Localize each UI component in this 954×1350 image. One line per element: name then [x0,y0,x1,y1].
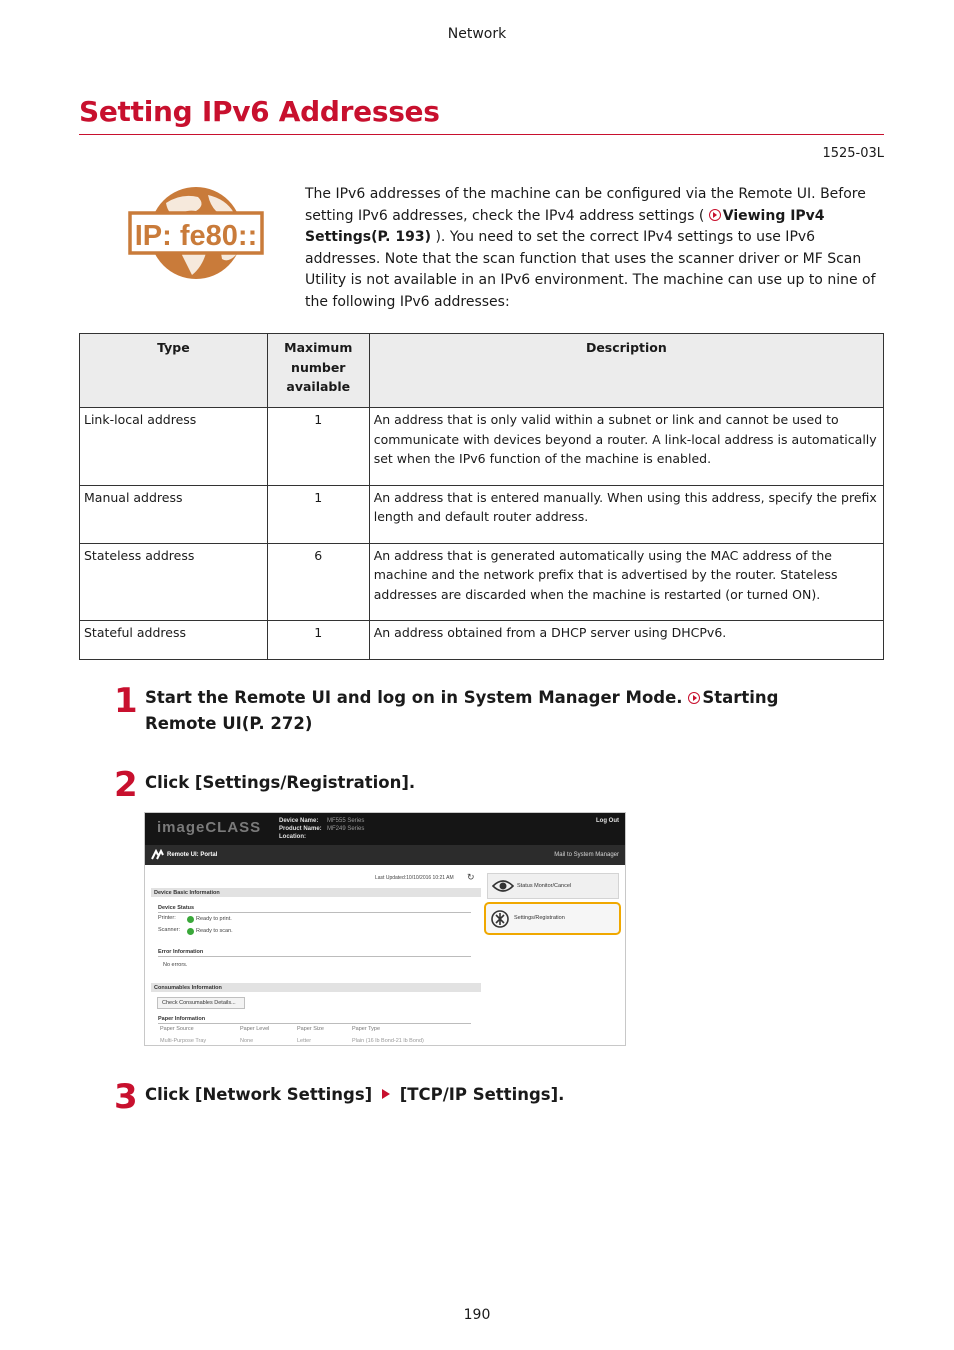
paper-row-type: Plain (16 lb Bond-21 lb Bond) [352,1038,424,1044]
triangle-arrow-icon [382,1089,390,1099]
step-1-instruction: Start the Remote UI and log on in System Manager Mode. [145,688,683,707]
step-number-3: 3 [114,1077,138,1117]
location-label: Location: [279,834,306,840]
printer-status-icon [187,916,194,923]
device-name-label: Device Name: [279,818,319,824]
scanner-status-icon [187,928,194,935]
intro-paragraph [305,184,880,313]
link-arrow-icon [709,209,721,221]
table-row [80,485,884,543]
table-row [80,621,884,660]
remote-ui-screenshot [144,812,626,1046]
page-title: Setting IPv6 Addresses [79,95,440,128]
paper-col-level: Paper Level [240,1026,270,1032]
cell-type: Manual address [80,485,268,543]
cell-max: 6 [267,543,369,621]
header-description: Description [369,334,883,408]
check-consumables-button[interactable] [157,997,245,1009]
cell-description: An address that is only valid within a subnet or link and cannot be used to communicate with devices beyond a router. A link-local address is automatically set when the IPv6 function of the machine is enabled. [369,408,883,486]
product-name-label: Product Name: [279,826,322,832]
step-number-1: 1 [114,681,138,721]
mail-system-manager-link[interactable]: Mail to System Manager [554,852,619,858]
cell-type: Link-local address [80,408,268,486]
intro-text-2: ). You need to set the correct IPv4 settings to use IPv6 addresses. Note that the scan function that uses the scanner driver or MF Scan Utility is not available in an IPv6 environment. The machine can use up to nine of the following IPv6 addresses: [305,229,876,310]
cell-type: Stateful address [80,621,268,660]
menu-settings-registration[interactable] [484,902,621,935]
document-code: 1525-03L [822,146,884,161]
menu-status-monitor[interactable] [487,873,619,899]
last-updated: Last Updated:10/10/2016 10:21 AM [375,875,454,881]
error-info-heading: Error Information [158,949,204,955]
scanner-status: Ready to scan. [196,928,233,934]
device-status-heading: Device Status [158,905,195,911]
portal-title: Remote UI: Portal [167,852,218,858]
printer-label: Printer: [158,915,176,921]
basic-info-heading: Device Basic Information [154,890,220,896]
link-arrow-icon [688,692,700,704]
cell-max: 1 [267,621,369,660]
divider [158,956,471,957]
step-text-3 [145,1082,564,1108]
cell-description: An address that is entered manually. When using this address, specify the prefix length and default router address. [369,485,883,543]
link-starting-remote-ui[interactable]: Starting Remote UI(P. 272) [145,688,779,733]
step-text-1 [145,685,825,737]
link-viewing-ipv4[interactable]: Viewing IPv4 Settings(P. 193) [305,207,825,245]
page-number: 190 [463,1307,491,1323]
no-errors-text: No errors. [163,962,188,968]
printer-status: Ready to print. [196,916,232,922]
step-3-part-b: [TCP/IP Settings]. [399,1085,565,1104]
refresh-icon[interactable]: ↻ [467,872,475,882]
cell-description: An address obtained from a DHCP server using DHCPv6. [369,621,883,660]
ipv6-address-table [79,333,884,660]
settings-registration-icon [490,909,510,929]
divider [158,1023,471,1024]
product-logo: imageCLASS [157,819,262,836]
settings-registration-label: Settings/Registration [514,915,565,921]
ip-globe-illustration [126,183,266,283]
cell-type: Stateless address [80,543,268,621]
table-header-row [80,334,884,408]
header-max: Maximum number available [267,334,369,408]
paper-col-source: Paper Source [160,1026,194,1032]
table-row [80,543,884,621]
status-monitor-icon [492,877,514,895]
cell-max: 1 [267,408,369,486]
paper-row-source: Multi-Purpose Tray [160,1038,207,1044]
divider [158,912,471,913]
product-name-value: MF249 Series [327,826,365,832]
paper-row-size: Letter [297,1038,312,1044]
table-row [80,408,884,486]
check-consumables-label: Check Consumables Details... [162,1000,236,1006]
running-header: Network [447,26,507,42]
ip-label: IP: fe80:: [134,220,258,252]
step-number-2: 2 [114,765,138,805]
scanner-label: Scanner: [158,927,181,933]
step-3-part-a: Click [Network Settings] [145,1085,373,1104]
logout-link[interactable]: Log Out [596,818,619,824]
paper-col-size: Paper Size [297,1026,324,1032]
cell-max: 1 [267,485,369,543]
paper-col-type: Paper Type [352,1026,381,1032]
step-text-2: Click [Settings/Registration]. [145,773,416,792]
device-name-value: MF555 Series [327,818,365,824]
status-monitor-label: Status Monitor/Cancel [517,883,572,889]
title-divider [79,134,884,135]
consumables-heading: Consumables Information [154,985,222,991]
cell-description: An address that is generated automatically using the MAC address of the machine and the network prefix that is advertised by the router. Stateless addresses are discarded when the machine is restarted (or turned ON). [369,543,883,621]
intro-text-1: The IPv6 addresses of the machine can be configured via the Remote UI. Before setting IPv6 addresses, check the IPv4 address settings ( [305,186,866,224]
portal-logo-icon [151,849,164,861]
paper-info-heading: Paper Information [158,1016,206,1022]
header-type: Type [80,334,268,408]
paper-row-level: None [240,1038,254,1044]
